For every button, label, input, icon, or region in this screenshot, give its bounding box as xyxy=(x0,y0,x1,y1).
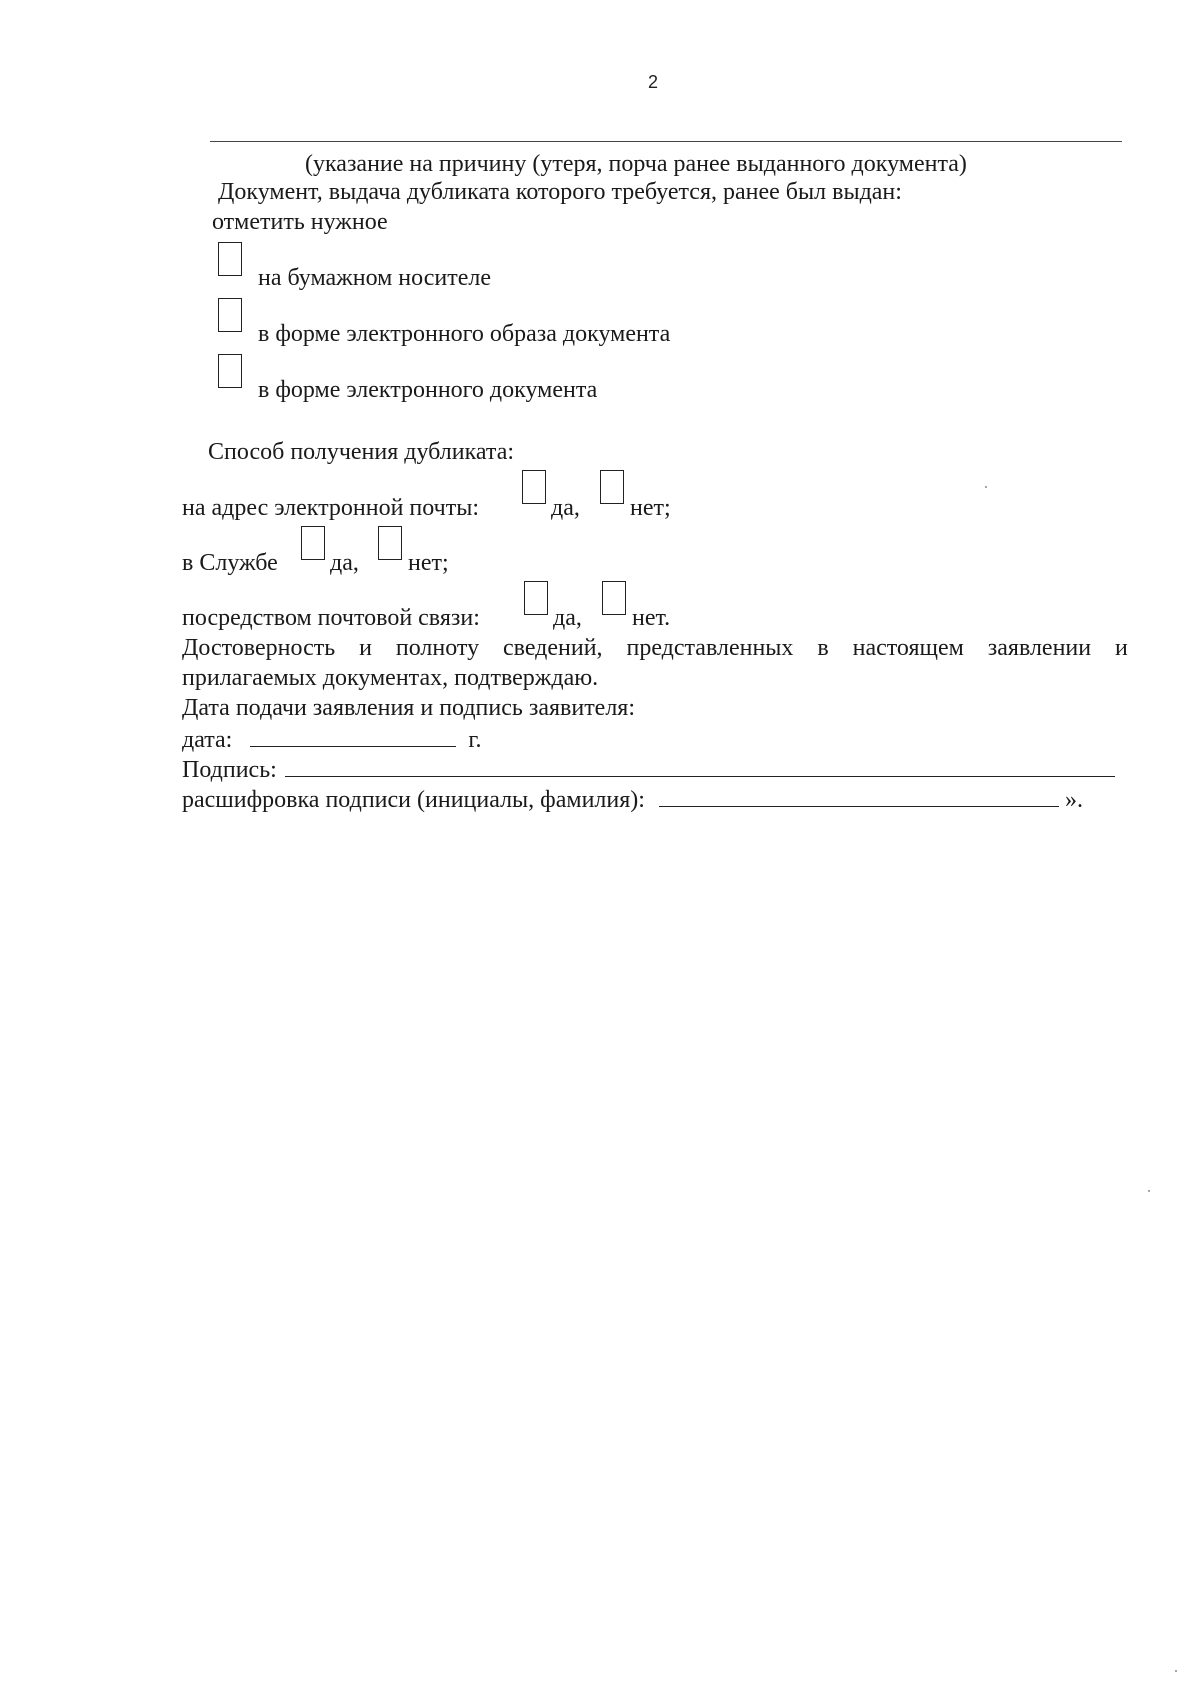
confirmation-word: сведений, xyxy=(502,635,603,661)
service-yes-label: да, xyxy=(330,550,359,576)
reason-fill-line xyxy=(210,141,1122,142)
confirmation-word: и xyxy=(359,635,372,661)
confirmation-word: полноту xyxy=(395,635,480,661)
service-no-checkbox[interactable] xyxy=(378,526,402,560)
email-yes-checkbox[interactable] xyxy=(522,470,546,504)
post-yes-checkbox[interactable] xyxy=(524,581,548,615)
email-method-label: на адрес электронной почты: xyxy=(182,495,479,521)
service-yes-checkbox[interactable] xyxy=(301,526,325,560)
signature-label: Подпись: xyxy=(182,757,277,783)
reason-caption: (указание на причину (утеря, порча ранее выданного документа) xyxy=(305,151,967,177)
signature-field[interactable] xyxy=(285,756,1115,777)
date-field[interactable] xyxy=(250,726,456,747)
service-method-label: в Службе xyxy=(182,550,278,576)
electronic-document-option-checkbox[interactable] xyxy=(218,354,242,388)
electronic-image-option-checkbox[interactable] xyxy=(218,298,242,332)
date-label: дата: xyxy=(182,727,233,753)
signature-decode-label: расшифровка подписи (инициалы, фамилия): xyxy=(182,787,645,813)
date-suffix: г. xyxy=(468,727,482,753)
electronic-document-option-label: в форме электронного документа xyxy=(258,377,598,403)
post-no-checkbox[interactable] xyxy=(602,581,626,615)
signature-decode-field[interactable] xyxy=(659,786,1059,807)
issued-intro: Документ, выдача дубликата которого требуется, ранее был выдан: xyxy=(218,179,902,205)
mark-needed-hint: отметить нужное xyxy=(212,209,388,235)
email-yes-label: да, xyxy=(551,495,580,521)
confirmation-line-1 xyxy=(182,636,1128,660)
page-number: 2 xyxy=(648,72,659,92)
email-no-checkbox[interactable] xyxy=(600,470,624,504)
confirmation-word: и xyxy=(1115,635,1128,661)
confirmation-word: заявлении xyxy=(987,635,1092,661)
confirmation-line-2: прилагаемых документах, подтверждаю. xyxy=(182,665,599,691)
paper-option-checkbox[interactable] xyxy=(218,242,242,276)
scan-speck xyxy=(1175,1670,1177,1672)
electronic-image-option-label: в форме электронного образа документа xyxy=(258,321,671,347)
confirmation-word: представленных xyxy=(626,635,794,661)
post-no-label: нет. xyxy=(632,605,671,631)
date-sign-heading: Дата подачи заявления и подпись заявителя: xyxy=(182,695,636,721)
receipt-heading: Способ получения дубликата: xyxy=(208,439,515,465)
post-yes-label: да, xyxy=(553,605,582,631)
signature-decode-suffix: ». xyxy=(1064,787,1083,813)
signature-row xyxy=(182,756,1115,782)
confirmation-word: в xyxy=(817,635,829,661)
scan-speck xyxy=(985,486,987,488)
scan-speck xyxy=(1148,1190,1150,1192)
paper-option-label: на бумажном носителе xyxy=(258,265,492,291)
confirmation-word: настоящем xyxy=(852,635,964,661)
date-row xyxy=(182,726,481,752)
post-method-label: посредством почтовой связи: xyxy=(182,605,480,631)
confirmation-word: Достоверность xyxy=(182,635,336,661)
service-no-label: нет; xyxy=(408,550,449,576)
email-no-label: нет; xyxy=(630,495,671,521)
signature-decode-row xyxy=(182,786,1083,812)
